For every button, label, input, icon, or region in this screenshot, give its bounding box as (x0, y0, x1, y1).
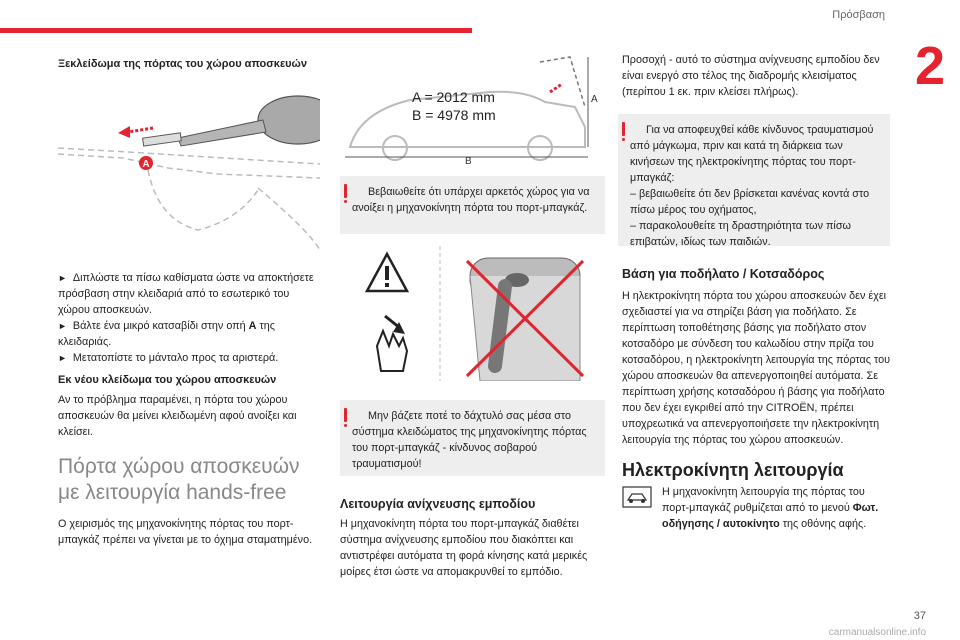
obstacle-heading: Λειτουργία ανίχνευσης εμποδίου (340, 497, 536, 511)
screwdriver-lock-illustration (58, 90, 320, 260)
handsfree-heading: Πόρτα χώρου αποσκευών με λειτουργία hands-free (58, 455, 300, 504)
relock-heading: Εκ νέου κλείδωμα του χώρου αποσκευών (58, 374, 277, 386)
pinch-warning: Για να αποφευχθεί κάθε κίνδυνος τραυματισμού από μάγκωμα, πριν και κατά τη διάρκεια των κινήσεων της ηλεκτροκίνητης πόρτας του πορτ-μπαγκάζ: – βεβαιωθείτε ότι δεν βρίσκεται κανένας κοντά στο πίσω μέρος του οχήματος, – παρακολουθείτε τη δραστηριότητα των πίσω επιβατών, ιδίως των παιδιών. (618, 114, 890, 246)
obstacle-text: Η μηχανοκίνητη πόρτα του πορτ-μπαγκάζ διαθέτει σύστημα ανίχνευσης εμποδίου που διακόπτει και αντιστρέφει αυτόματα τη φορά κίνησης κατά μερικές μοίρες έτσι ώστε να απομακρυνθεί το εμπόδιο. (340, 518, 588, 578)
menu-name: Φωτ. οδήγησης / αυτοκίνητο (662, 502, 879, 530)
step-1: ► Διπλώστε τα πίσω καθίσματα ώστε να αποκτήσετε πρόσβαση στην κλειδαριά από το εσωτερικό του χώρου αποσκευών. (58, 270, 323, 318)
obstacle-caution: Προσοχή - αυτό το σύστημα ανίχνευσης εμποδίου δεν είναι ενεργό στο τέλος της διαδρομής κλεισίματος (περίπου 1 εκ. πριν κλείσει πλήρως). (622, 54, 880, 98)
dim-a-label: A (591, 94, 598, 105)
finger-warning: Μην βάζετε ποτέ το δάχτυλό σας μέσα στο σύστημα κλειδώματος της μηχανοκίνητης πόρτας του πορτ-μπαγκάζ - κίνδυνος σοβαρού τραυματισμού! (340, 400, 605, 476)
handsfree-intro: Ο χειρισμός της μηχανοκίνητης πόρτας του πορτ-μπαγκάζ πρέπει να γίνεται με το όχημα σταματημένο. (58, 518, 313, 546)
obstacle-section (340, 496, 605, 580)
car-dimensions-diagram (340, 52, 605, 164)
relock-text: Αν το πρόβλημα παραμένει, η πόρτα του χώρου αποσκευών θα μείνει κλειδωμένη αφού ανοίξει και κλείσει. (58, 394, 297, 438)
touchscreen-menu-icon (622, 486, 652, 508)
warning-icon (344, 184, 348, 206)
header-accent-bar (0, 28, 472, 33)
warn-item-2: – παρακολουθείτε τη δραστηριότητα των πίσω επιβατών, ιδίως των παιδιών. (630, 220, 851, 248)
power-heading: Ηλεκτροκίνητη λειτουργία (622, 460, 844, 480)
bike-rack-text: Η ηλεκτροκίνητη πόρτα του χώρου αποσκευών δεν έχει σχεδιαστεί για να στηρίζει βάση για ποδήλατο. Σε περίπτωση τοποθέτησης βάσης για ποδήλατο στον κοτσαδόρο με σύνδεση του καλωδίου στην πρίζα του κοτσαδόρου, η ηλεκτροκίνητη λειτουργία της πόρτας του χώρου αποσκευών θα απενεργοποιηθεί αυτόματα. Σε περίπτωση χρήσης κοτσαδόρου ή βάσης για ποδήλατο που δεν έχει εγκριθεί από την CITROËN, πρέπει υποχρεωτικά να απενεργοποιήσετε την ηλεκτροκίνητη λειτουργία της πόρτας του χώρου αποσκευών. (622, 290, 891, 446)
warn-item-1: – βεβαιωθείτε ότι δεν βρίσκεται κανένας κοντά στο πίσω μέρος του οχήματος, (630, 188, 870, 216)
watermark: carmanualsonline.info (828, 627, 926, 638)
warning-icon (622, 122, 626, 144)
clearance-warning: Βεβαιωθείτε ότι υπάρχει αρκετός χώρος για να ανοίξει η μηχανοκίνητη πόρτα του πορτ-μπαγκάζ. (340, 176, 605, 234)
step-2: ► Βάλτε ένα μικρό κατσαβίδι στην οπή A της κλειδαριάς. (58, 318, 323, 350)
page-header-title: Πρόσβαση (832, 9, 885, 21)
power-paragraph: Η μηχανοκίνητη λειτουργία της πόρτας του πορτ-μπαγκάζ ρυθμίζεται από το μενού Φωτ. οδήγησης / αυτοκίνητο της οθόνης αφής. (622, 484, 890, 532)
dim-b-value: B = 4978 mm (412, 107, 496, 123)
bike-rack-section (622, 266, 890, 532)
dim-b-label: B (465, 156, 472, 164)
unlock-heading: Ξεκλείδωμα της πόρτας του χώρου αποσκευών (58, 58, 307, 70)
figure-label-a: A (142, 159, 150, 170)
dim-a-value: A = 2012 mm (412, 89, 495, 105)
unlock-steps (58, 270, 323, 548)
step-3: ► Μετατοπίστε το μάνταλο προς τα αριστερά. (58, 350, 323, 366)
chapter-number: 2 (900, 36, 960, 96)
column-left (58, 56, 323, 78)
warning-icon (344, 408, 348, 430)
finger-pinch-warning-illustration (355, 246, 595, 381)
page-number: 37 (913, 610, 926, 622)
bike-rack-heading: Βάση για ποδήλατο / Κοτσαδόρος (622, 267, 825, 281)
